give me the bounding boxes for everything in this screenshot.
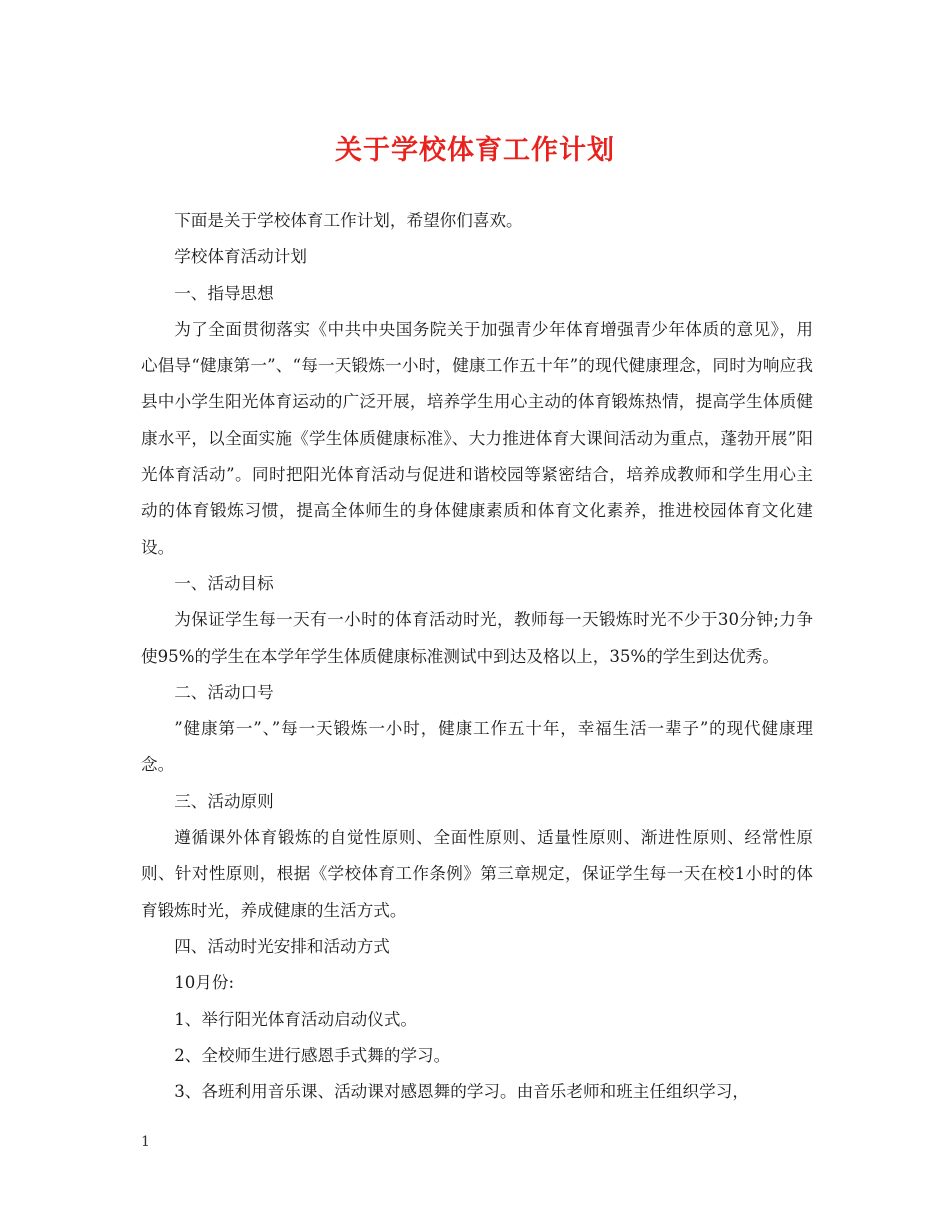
slogan-paragraph: ”健康第一”、”每一天锻炼一小时，健康工作五十年，幸福生活一辈子”的现代健康理念。 [141, 719, 813, 775]
intro-paragraph: 下面是关于学校体育工作计划，希望你们喜欢。 [174, 211, 523, 230]
list-item: 2、全校师生进行感恩手式舞的学习。 [174, 1045, 451, 1065]
document-title: 关于学校体育工作计划 [335, 135, 615, 166]
plan-heading: 学校体育活动计划 [174, 247, 307, 267]
guiding-thought-paragraph: 为了全面贯彻落实《中共中央国务院关于加强青少年体育增强青少年体质的意见》，用心倡导“健康第一”、“每一天锻炼一小时，健康工作五十年”的现代健康理念，同时为响应我县中小学生阳光体育运动的广泛开展，培养学生用心主动的体育锻炼热情，提高学生体质健康水平，以全面实施《学生体质健康标准》、大力推进体育大课间活动为重点，蓬勃开展”阳光体育活动”。同时把阳光体育活动与促进和谐校园等紧密结合，培养成教师和学生用心主动的体育锻炼习惯，提高全体师生的身体健康素质和体育文化素养，推进校园体育文化建设。 [141, 319, 813, 557]
section-heading-guiding-thought: 一、指导思想 [174, 283, 274, 303]
list-item: 1、举行阳光体育活动启动仪式。 [174, 1009, 418, 1029]
section-heading-schedule: 四、活动时光安排和活动方式 [174, 936, 390, 956]
section-heading-slogan: 二、活动口号 [174, 682, 274, 702]
section-heading-principles: 三、活动原则 [174, 791, 274, 811]
month-label: 10月份: [174, 973, 235, 993]
principles-paragraph: 遵循课外体育锻炼的自觉性原则、全面性原则、适量性原则、渐进性原则、经常性原则、针对性原则，根据《学校体育工作条例》第三章规定，保证学生每一天在校1小时的体育锻炼时光，养成健康的生活方式。 [141, 828, 813, 920]
page-number: 1 [141, 1134, 150, 1150]
activity-goal-paragraph: 为保证学生每一天有一小时的体育活动时光，教师每一天锻炼时光不少于30分钟;力争使95%的学生在本学年学生体质健康标准测试中到达及格以上，35%的学生到达优秀。 [141, 610, 813, 666]
document-body [141, 203, 813, 1110]
section-heading-activity-goal: 一、活动目标 [174, 573, 274, 593]
list-item: 3、各班利用音乐课、活动课对感恩舞的学习。由音乐老师和班主任组织学习， [174, 1082, 749, 1102]
